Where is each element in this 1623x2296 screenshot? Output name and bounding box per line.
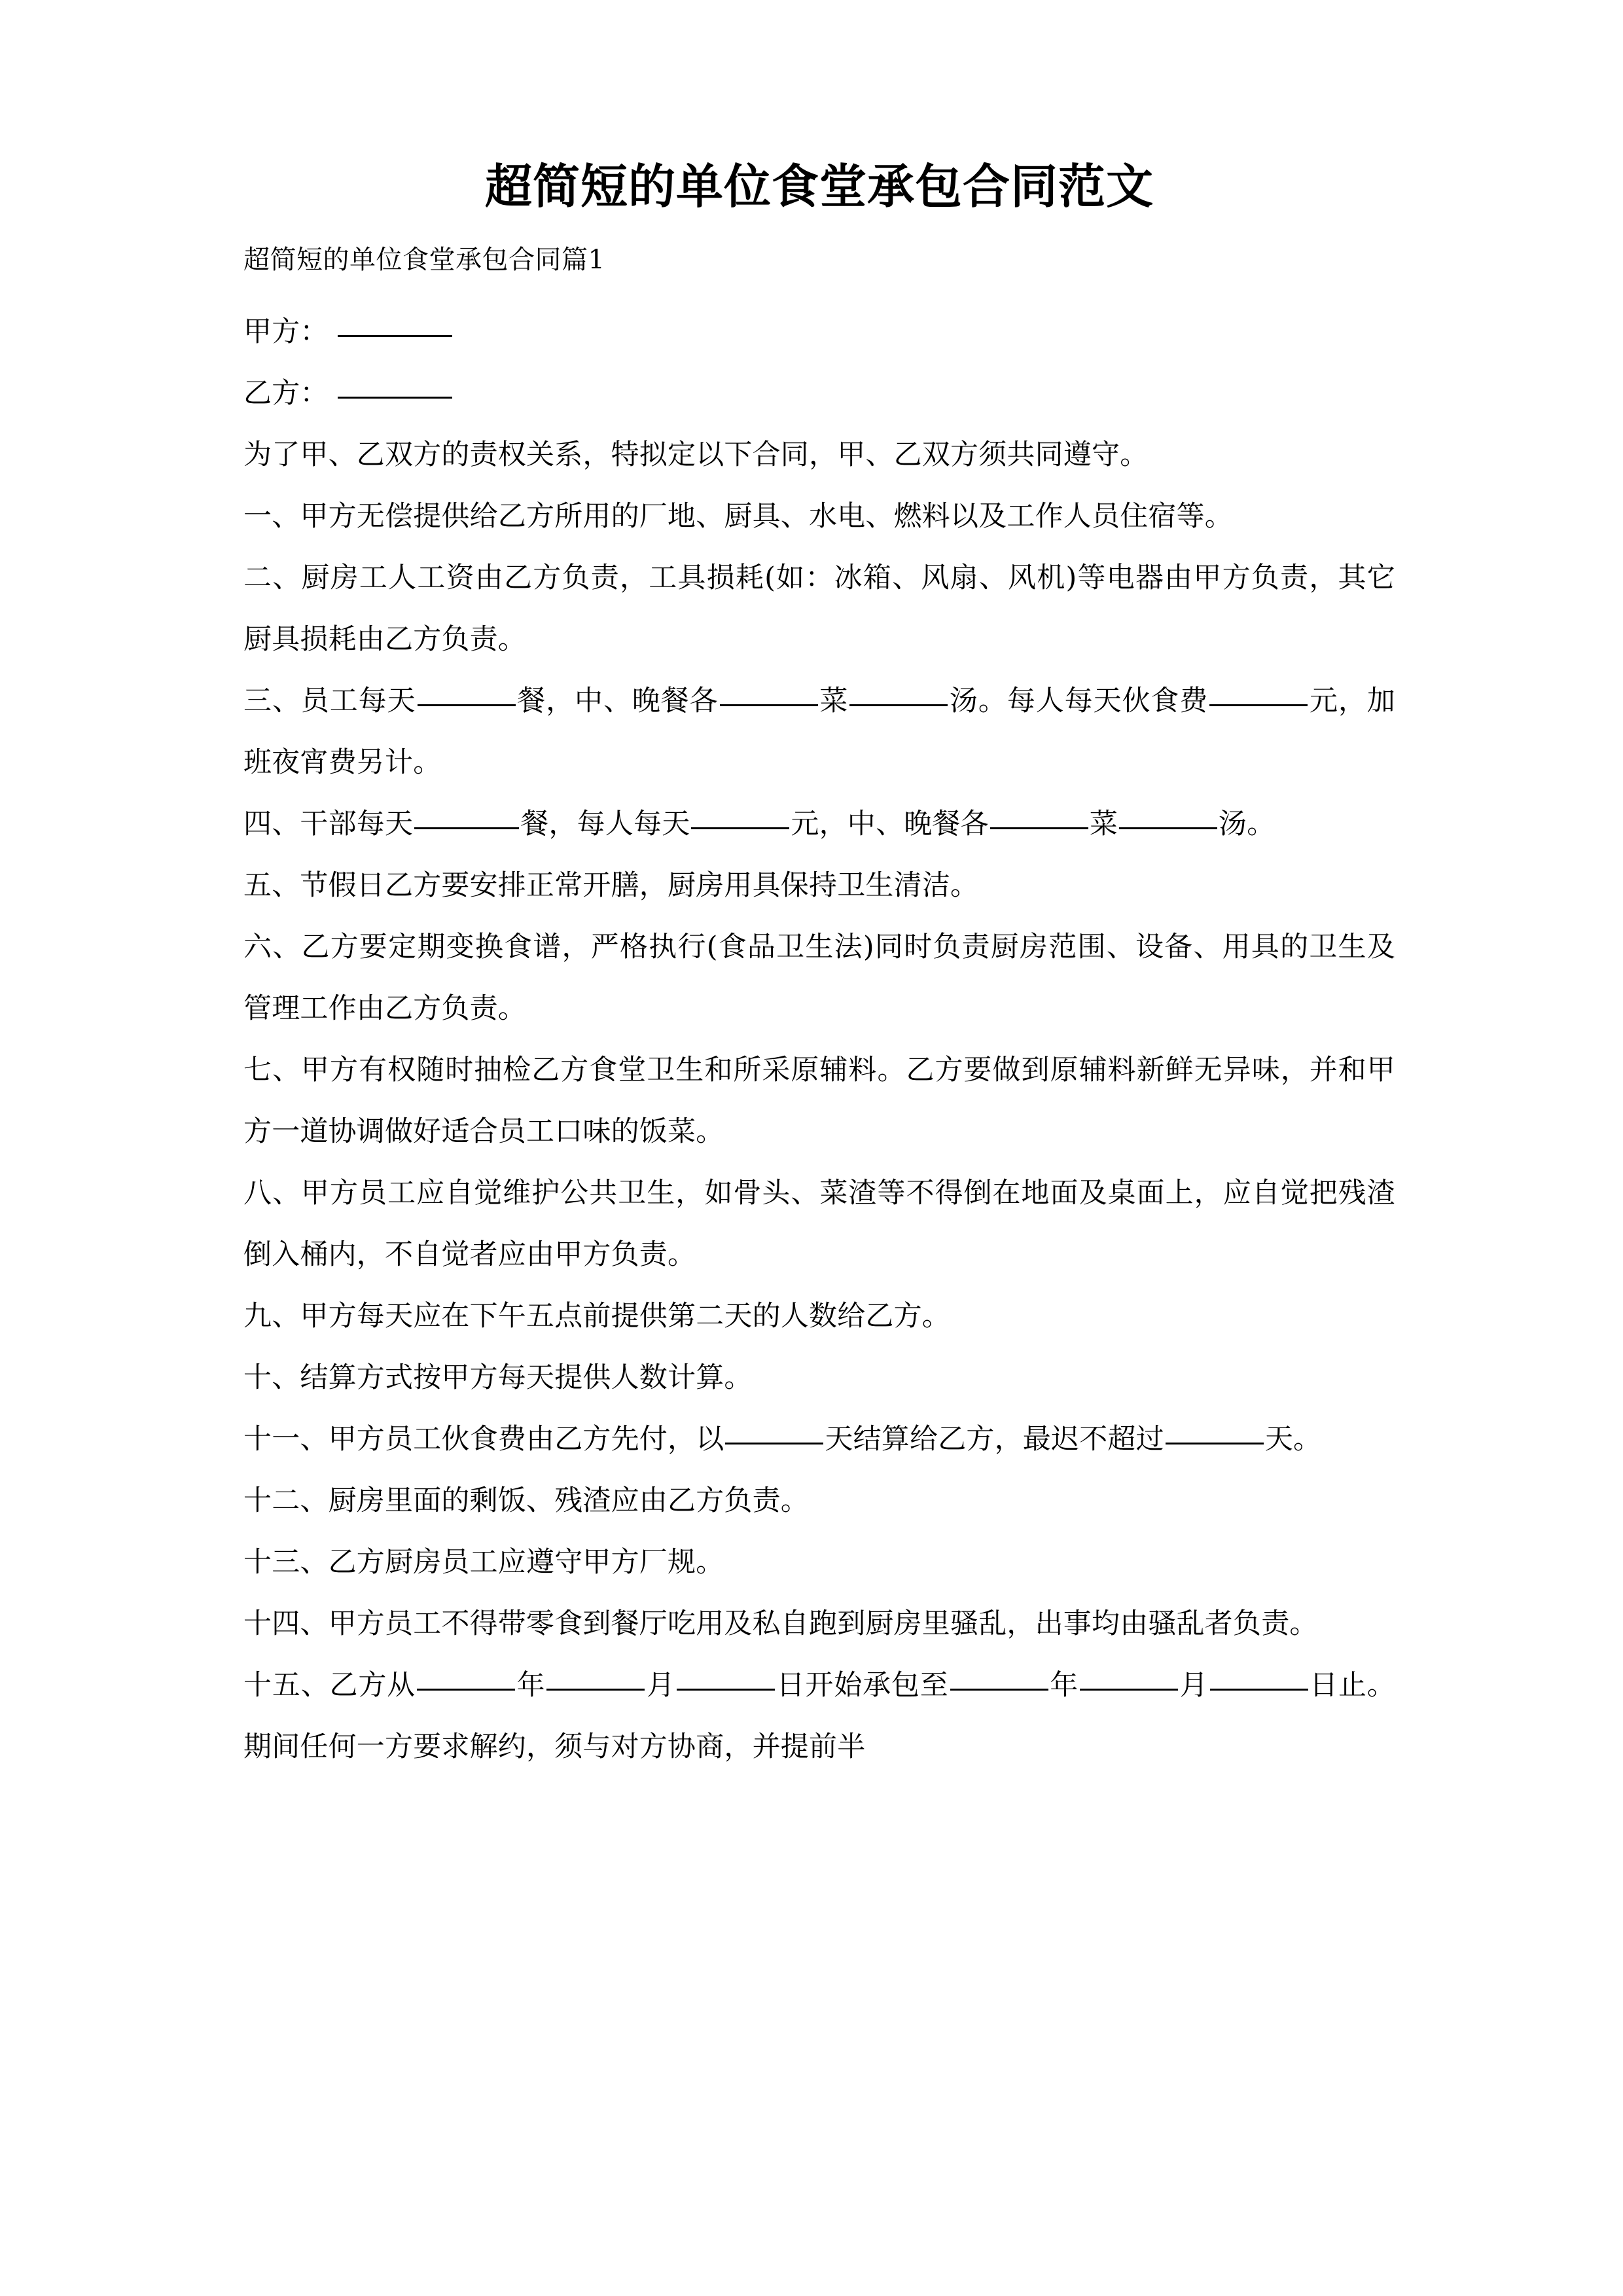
clause-4-text-1: 四、干部每天 [243,808,414,840]
clause-15 [243,1655,1395,1778]
clause-4-blank-4[interactable] [1119,802,1217,829]
clause-3-text-5: 元，加班夜宵费另计。 [243,685,1395,779]
clause-4-text-5: 汤。 [1219,808,1275,840]
clause-15-text-7: 日止。期间任何一方要求解约，须与对方协商，并提前半 [243,1669,1395,1763]
clause-3-blank-3[interactable] [849,679,948,706]
preamble-paragraph: 为了甲、乙双方的责权关系，特拟定以下合同，甲、乙双方须共同遵守。 [243,439,1149,471]
clause-11-text-3: 天。 [1264,1423,1322,1456]
party-a-label: 甲方： [243,315,329,348]
clause-9: 九、甲方每天应在下午五点前提供第二天的人数给乙方。 [243,1300,950,1333]
clause-10: 十、结算方式按甲方每天提供人数计算。 [243,1361,753,1394]
clause-3-text-3: 菜 [819,685,849,717]
clause-12: 十二、厨房里面的剩饭、残渣应由乙方负责。 [243,1484,809,1517]
clause-3 [243,670,1395,793]
clause-4-blank-2[interactable] [691,802,789,829]
party-b-line [243,363,1395,424]
clause-3-blank-1[interactable] [418,679,516,706]
clause-4-text-4: 菜 [1089,808,1118,840]
clause-15-blank-month-start[interactable] [546,1664,645,1691]
clause-11-blank-2[interactable] [1166,1418,1264,1444]
clause-13: 十三、乙方厨房员工应遵守甲方厂规。 [243,1546,724,1579]
clause-15-text-2: 年 [516,1669,546,1702]
clause-8: 八、甲方员工应自觉维护公共卫生，如骨头、菜渣等不得倒在地面及桌面上，应自觉把残渣倒入桶内，不自觉者应由甲方负责。 [243,1177,1395,1271]
clause-15-blank-day-start[interactable] [677,1664,775,1691]
clause-15-text-5: 年 [1049,1669,1079,1702]
clause-4-blank-3[interactable] [990,802,1088,829]
clause-4-blank-1[interactable] [414,802,519,829]
clause-6: 六、乙方要定期变换食谱，严格执行(食品卫生法)同时负责厨房范围、设备、用具的卫生及管理工作由乙方负责。 [243,931,1395,1025]
party-b-label: 乙方： [243,377,329,410]
clause-4-text-3: 元，中、晚餐各 [791,808,989,840]
document-content [243,0,1395,1778]
clause-7: 七、甲方有权随时抽检乙方食堂卫生和所采原辅料。乙方要做到原辅料新鲜无异味，并和甲方一道协调做好适合员工口味的饭菜。 [243,1054,1395,1148]
clause-14: 十四、甲方员工不得带零食到餐厅吃用及私自跑到厨房里骚乱，出事均由骚乱者负责。 [243,1607,1318,1640]
clause-15-blank-year-end[interactable] [950,1664,1048,1691]
clause-11-text-2: 天结算给乙方，最迟不超过 [825,1423,1164,1456]
clause-2: 二、厨房工人工资由乙方负责，工具损耗(如：冰箱、风扇、风机)等电器由甲方负责，其它厨具损耗由乙方负责。 [243,562,1395,656]
party-b-blank[interactable] [338,374,452,399]
clause-15-text-6: 月 [1179,1669,1209,1702]
clause-15-blank-year-start[interactable] [417,1664,515,1691]
page-title: 超简短的单位食堂承包合同范文 [484,158,1154,214]
clause-15-blank-day-end[interactable] [1210,1664,1308,1691]
clause-3-blank-4[interactable] [1209,679,1308,706]
clause-11-blank-1[interactable] [725,1418,823,1444]
party-a-blank[interactable] [338,313,452,337]
section-subtitle: 超简短的单位食堂承包合同篇1 [243,245,605,275]
clause-15-text-1: 十五、乙方从 [243,1669,416,1702]
clause-5: 五、节假日乙方要安排正常开膳，厨房用具保持卫生清洁。 [243,869,979,902]
clause-3-text-4: 汤。每人每天伙食费 [949,685,1209,717]
clause-15-text-4: 日开始承包至 [776,1669,949,1702]
clause-4 [243,793,1395,855]
clause-3-blank-2[interactable] [720,679,818,706]
clause-11-text-1: 十一、甲方员工伙食费由乙方先付，以 [243,1423,724,1456]
clause-1: 一、甲方无偿提供给乙方所用的厂地、厨具、水电、燃料以及工作人员住宿等。 [243,500,1233,533]
clause-11 [243,1408,1395,1470]
clause-4-text-2: 餐，每人每天 [520,808,690,840]
clause-3-text-2: 餐，中、晚餐各 [516,685,719,717]
clause-15-blank-month-end[interactable] [1080,1664,1178,1691]
clause-3-text-1: 三、员工每天 [243,685,416,717]
party-a-line [243,301,1395,363]
clause-15-text-3: 月 [646,1669,675,1702]
